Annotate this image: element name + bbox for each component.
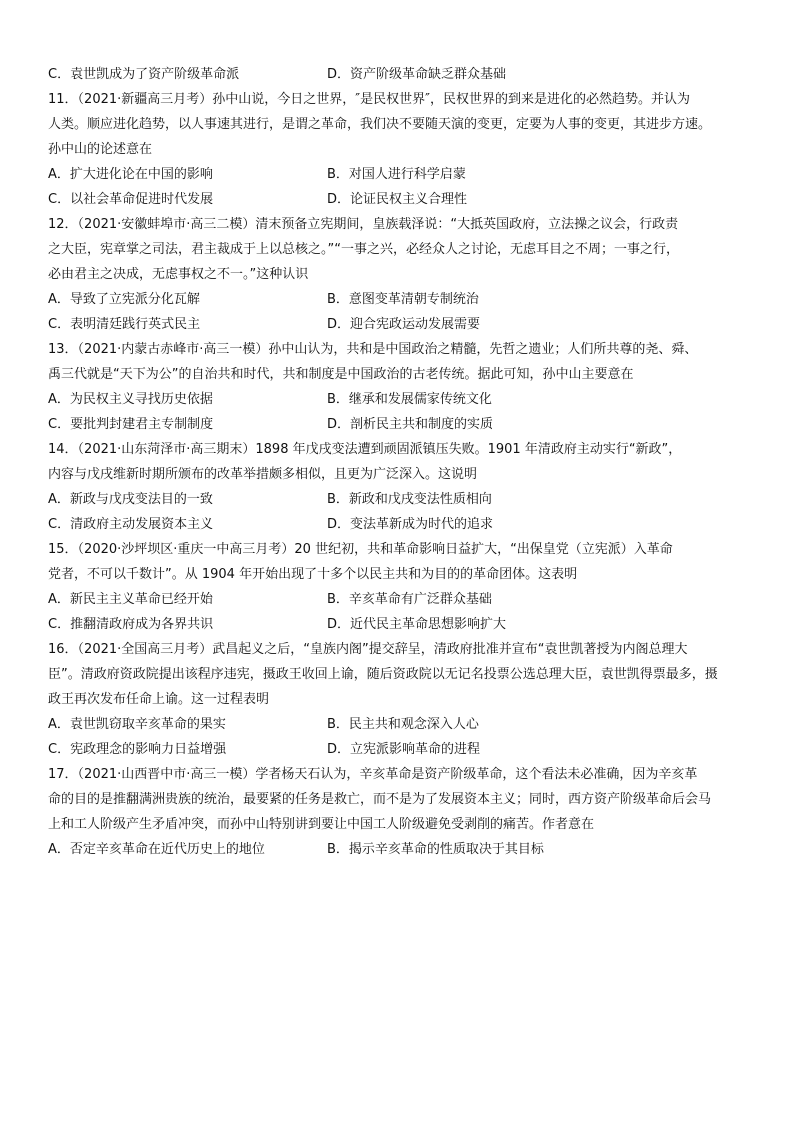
option-b: B．辛亥革命有广泛群众基础 [327,592,492,607]
option-b: B．意图变革清朝专制统治 [327,292,479,307]
option-d: D．资产阶级革命缺乏群众基础 [327,67,507,82]
question-text-line: 必由君主之决成，无虑事权之不一。”这种认识 [48,267,309,282]
option-c: C．推翻清政府成为各界共识 [48,617,214,632]
option-c: C．要批判封建君主专制制度 [48,417,214,432]
option-a: A．为民权主义寻找历史依据 [48,392,213,407]
question-17 [48,762,748,862]
option-c: C．宪政理念的影响力日益增强 [48,742,227,757]
option-a: A．否定辛亥革命在近代历史上的地位 [48,842,265,857]
option-row [48,312,748,337]
question-text-line: 命的目的是推翻满洲贵族的统治，最要紧的任务是救亡，而不是为了发展资本主义；同时，西方资产阶级革命后会马 [48,792,712,807]
option-row [48,62,748,87]
option-b: B．继承和发展儒家传统文化 [327,392,492,407]
question-text-line: 臣”。清政府资政院提出该程序违宪，摄政王收回上谕，随后资政院以无记名投票公选总理大臣，袁世凯得票最多，摄 [48,667,718,682]
option-c: C．表明清廷践行英式民主 [48,317,201,332]
option-row [48,837,748,862]
option-a: A．导致了立宪派分化瓦解 [48,292,200,307]
question-text-line: 15．（2020·沙坪坝区·重庆一中高三月考）20 世纪初，共和革命影响日益扩大，“出保皇党（立宪派）入革命 [48,542,673,557]
question-text-line: 16．（2021·全国高三月考）武昌起义之后，“皇族内阁”提交辞呈，清政府批准并宣布“袁世凯著授为内阁总理大 [48,642,688,657]
option-row [48,612,748,637]
question-text-line: 14．（2021·山东菏泽市·高三期末）1898 年戊戌变法遭到顽固派镇压失败。1901 年清政府主动实行“新政”， [48,442,682,457]
option-row [48,387,748,412]
option-c: C．袁世凯成为了资产阶级革命派 [48,67,240,82]
option-row [48,412,748,437]
option-a: A．袁世凯窃取辛亥革命的果实 [48,717,226,732]
option-d: D．变法革新成为时代的追求 [327,517,494,532]
question-text-line: 孙中山的论述意在 [48,142,153,157]
question-15 [48,537,748,637]
option-row [48,287,748,312]
option-d: D．剖析民主共和制度的实质 [327,417,494,432]
question-text-line: 11．（2021·新疆高三月考）孙中山说，今日之世界，″是民权世界″，民权世界的到来是进化的必然趋势。并认为 [48,92,690,107]
question-11 [48,87,748,212]
question-text-line: 人类。顺应进化趋势，以人事速其进行，是谓之革命，我们决不要随天演的变更，定要为人事的变更，其进步方速。 [48,117,712,132]
option-a: A．扩大进化论在中国的影响 [48,167,213,182]
option-d: D．立宪派影响革命的进程 [327,742,481,757]
question-text-line: 党者，不可以千数计”。从 1904 年开始出现了十多个以民主共和为目的的革命团体。这表明 [48,567,578,582]
question-16 [48,637,748,762]
question-14 [48,437,748,537]
option-row [48,712,748,737]
option-b: B．民主共和观念深入人心 [327,717,479,732]
question-text-line: 政王再次发布任命上谕。这一过程表明 [48,692,270,707]
option-row [48,512,748,537]
question-text-line: 13．（2021·内蒙古赤峰市·高三一模）孙中山认为，共和是中国政治之精髓，先哲之遗业；人们所共尊的尧、舜、 [48,342,698,357]
option-row [48,487,748,512]
option-row [48,737,748,762]
option-d: D．迎合宪政运动发展需要 [327,317,481,332]
option-d: D．论证民权主义合理性 [327,192,468,207]
question-text-line: 12．（2021·安徽蚌埠市·高三二模）清末预备立宪期间，皇族载泽说：“大抵英国政府，立法操之议会，行政责 [48,217,679,232]
question-13 [48,337,748,437]
option-b: B．新政和戊戌变法性质相向 [327,492,492,507]
question-text-line: 之大臣，宪章掌之司法，君主裁成于上以总核之。”“一事之兴，必经众人之讨论，无虑耳目之不周；一事之行， [48,242,679,257]
option-row [48,162,748,187]
option-c: C．清政府主动发展资本主义 [48,517,214,532]
option-d: D．近代民主革命思想影响扩大 [327,617,507,632]
option-b: B．对国人进行科学启蒙 [327,167,466,182]
question-12 [48,212,748,337]
option-row [48,587,748,612]
question-text-line: 禹三代就是“天下为公”的自治共和时代，共和制度是中国政治的古老传统。据此可知，孙中山主要意在 [48,367,634,382]
option-row [48,187,748,212]
question-text-line: 内容与戊戌维新时期所颁布的改革举措颇多相似，且更为广泛深入。这说明 [48,467,478,482]
option-a: A．新民主主义革命已经开始 [48,592,213,607]
option-b: B．揭示辛亥革命的性质取决于其目标 [327,842,544,857]
option-a: A．新政与戊戌变法目的一致 [48,492,213,507]
exam-page [48,62,748,862]
option-c: C．以社会革命促进时代发展 [48,192,214,207]
question-text-line: 上和工人阶级产生矛盾冲突，而孙中山特别讲到要让中国工人阶级避免受剥削的痛苦。作者意在 [48,817,595,832]
question-text-line: 17．（2021·山西晋中市·高三一模）学者杨天石认为，辛亥革命是资产阶级革命，这个看法未必准确，因为辛亥革 [48,767,698,782]
